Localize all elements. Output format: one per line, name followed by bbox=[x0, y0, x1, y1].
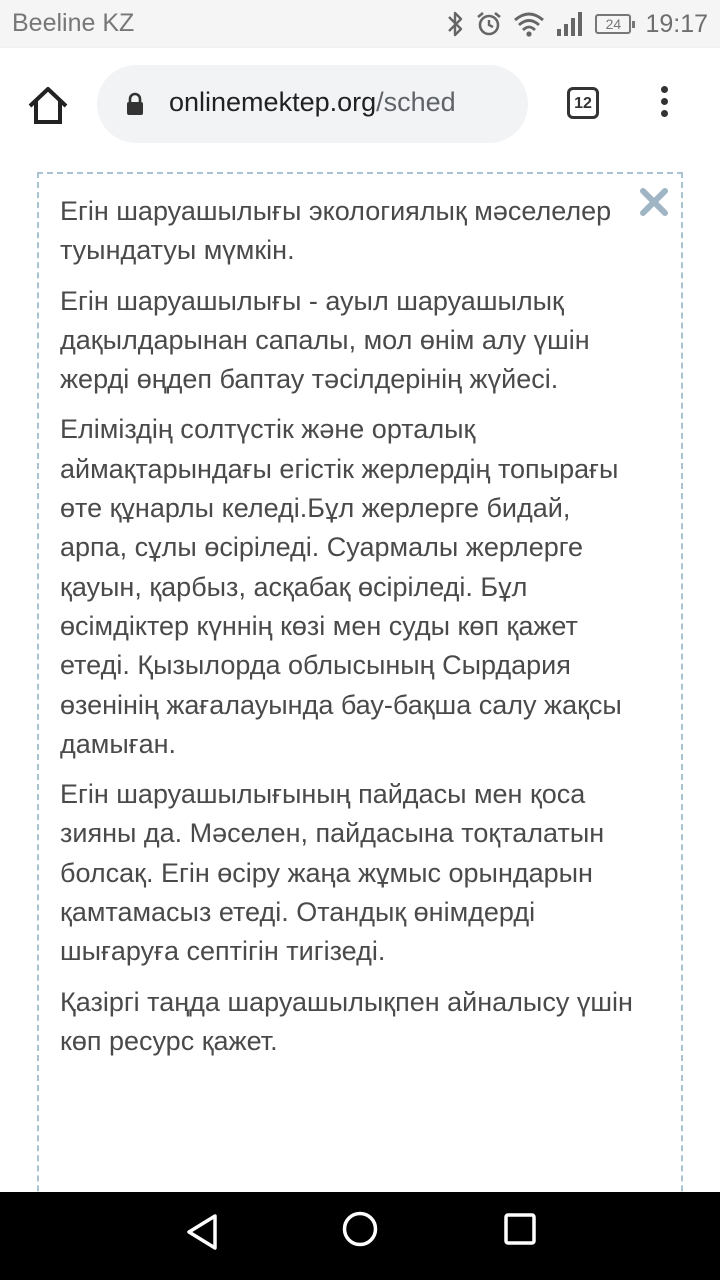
paragraph: Еліміздің солтүстік және орталық аймақтарындағы егістік жерлердің топырағы өте құнарлы келеді.Бұл жерлерге бидай, арпа, сұлы өсіріледі. Суармалы жерлерге қауын, қарбыз, асқабақ өсіріледі. Бұл өсімдіктер күннің көзі мен суды көп қажет етеді. Қызылорда облысының Сырдария өзенінің жағалауында бау-бақша салу жақсы дамыған. bbox=[60, 414, 622, 759]
close-icon[interactable] bbox=[639, 187, 669, 217]
page-content bbox=[0, 160, 720, 1192]
alarm-icon bbox=[475, 10, 503, 38]
card-text bbox=[60, 192, 640, 1072]
overflow-menu-icon[interactable] bbox=[654, 86, 674, 122]
carrier-name: Beeline KZ bbox=[12, 9, 135, 37]
status-bar bbox=[0, 0, 720, 48]
browser-toolbar bbox=[0, 48, 720, 160]
address-bar[interactable] bbox=[97, 65, 528, 143]
paragraph: Егін шаруашылығы - ауыл шаруашылық дақылдарынан сапалы, мол өнім алу үшін жерді өңдеп баптау тәсілдерінің жүйесі. bbox=[60, 285, 590, 395]
wifi-icon bbox=[513, 10, 545, 38]
lock-icon bbox=[125, 92, 145, 116]
battery-icon: 24 bbox=[595, 14, 631, 34]
recent-apps-icon[interactable] bbox=[503, 1212, 537, 1246]
back-icon[interactable] bbox=[184, 1212, 220, 1252]
tab-switcher-button[interactable]: 12 bbox=[567, 87, 599, 119]
status-icons bbox=[445, 6, 708, 42]
url-host: onlinemektep.org bbox=[169, 87, 377, 117]
bluetooth-icon bbox=[445, 10, 465, 38]
system-nav-bar bbox=[0, 1192, 720, 1280]
home-nav-icon[interactable] bbox=[341, 1210, 379, 1248]
url-path: /sched bbox=[376, 87, 456, 117]
signal-icon bbox=[555, 10, 585, 38]
paragraph: Егін шаруашылығы экологиялық мәселелер туындатуы мүмкін. bbox=[60, 196, 612, 266]
paragraph: Қазіргі таңда шаруашылықпен айналысу үшін көп ресурс қажет. bbox=[60, 986, 633, 1056]
clock: 19:17 bbox=[645, 9, 708, 38]
home-icon[interactable] bbox=[26, 84, 70, 126]
url-text bbox=[169, 87, 456, 118]
text-card bbox=[37, 172, 683, 1192]
paragraph: Егін шаруашылығының пайдасы мен қоса зияны да. Мәселен, пайдасына тоқталатын болсақ. Егін өсіру жаңа жұмыс орындарын қамтамасыз етеді. Отандық өнімдерді шығаруға септігін тигізеді. bbox=[60, 779, 605, 967]
